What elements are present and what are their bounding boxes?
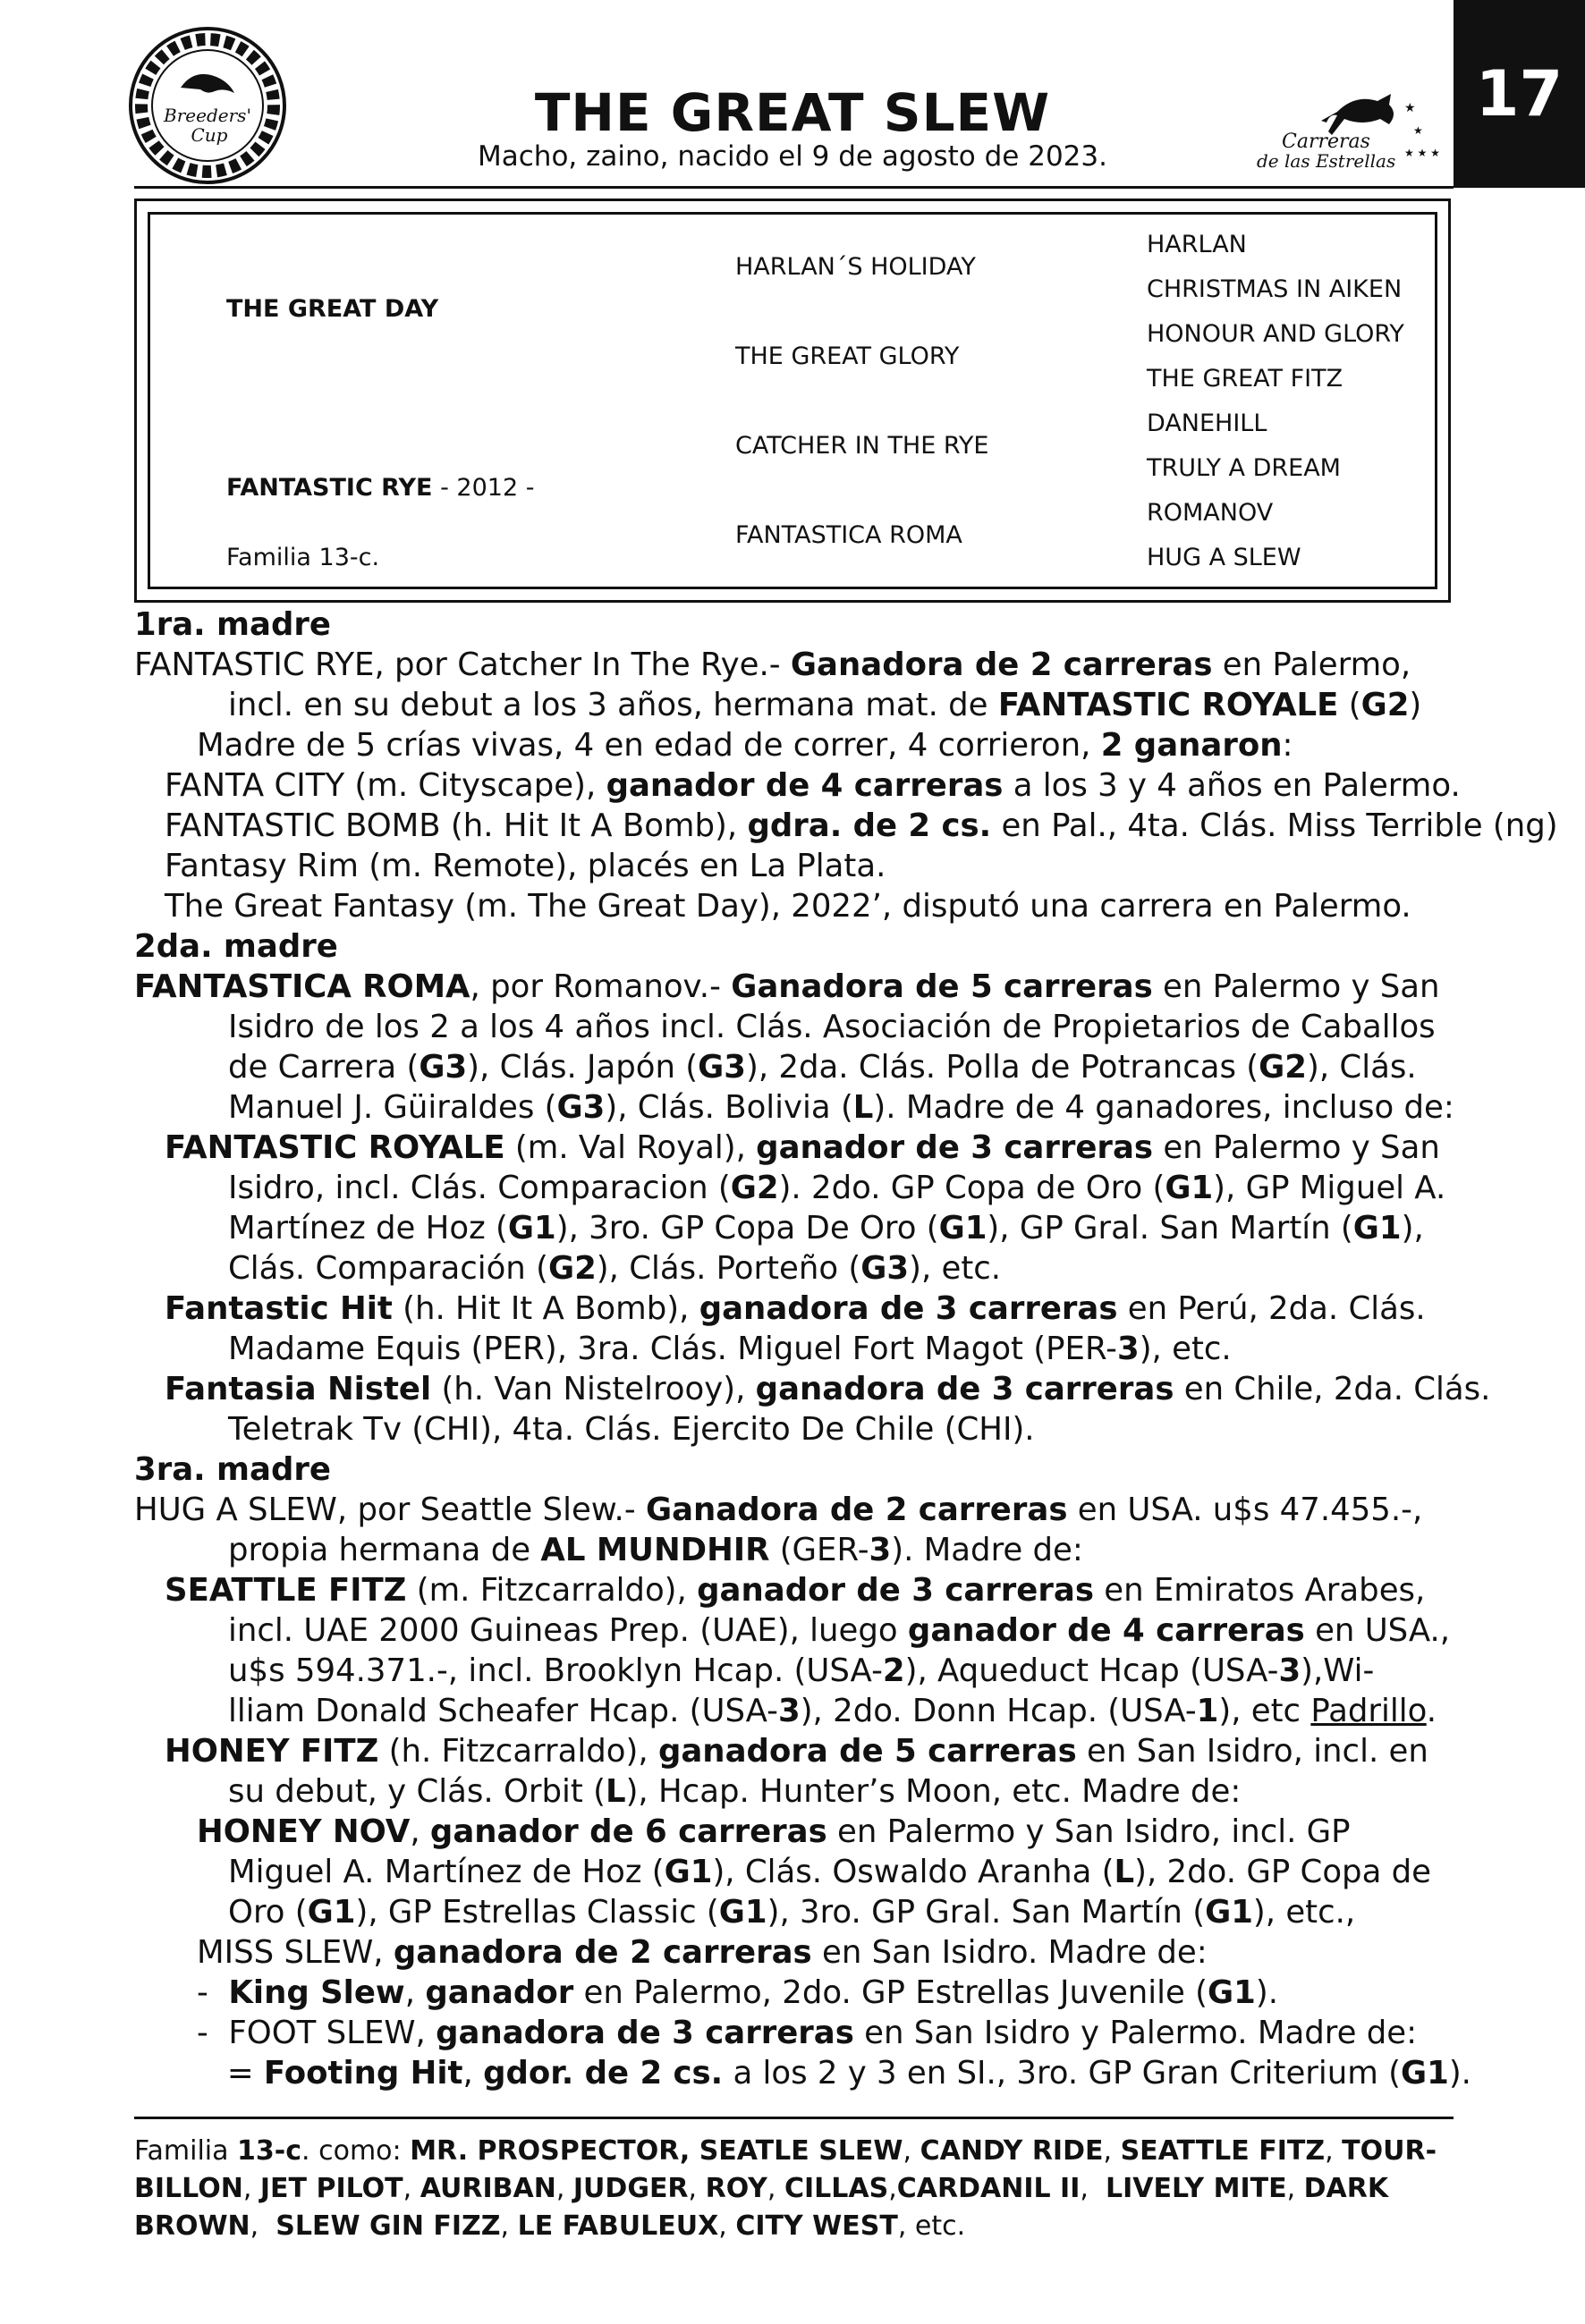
svg-text:Cup: Cup (191, 124, 228, 146)
text-line: FANTASTIC ROYALE (m. Val Royal), ganador de 3 carreras en Palermo y San (165, 1129, 1440, 1166)
page-number: 17 (1454, 0, 1585, 188)
pedigree-great-grandparent: HUG A SLEW (1147, 544, 1301, 571)
pedigree-grandparent: FANTASTICA ROMA (735, 521, 962, 549)
pedigree-great-grandparent: THE GREAT FITZ (1147, 365, 1343, 393)
carreras-estrellas-logo (1239, 85, 1440, 174)
footer-line: BILLON, JET PILOT, AURIBAN, JUDGER, ROY, CILLAS,CARDANIL II, LIVELY MITE, DARK (134, 2173, 1389, 2204)
text-line: Martínez de Hoz (G1), 3ro. GP Copa De Oro (G1), GP Gral. San Martín (G1), (228, 1210, 1424, 1247)
horse-description: Macho, zaino, nacido el 9 de agosto de 2023. (478, 140, 1107, 173)
text-line: FANTASTIC RYE, por Catcher In The Rye.- Ganadora de 2 carreras en Palermo, (134, 646, 1411, 683)
text-line: HONEY NOV, ganador de 6 carreras en Palermo y San Isidro, incl. GP (197, 1813, 1351, 1850)
footer-rule (134, 2117, 1454, 2119)
svg-text:Carreras: Carreras (1282, 131, 1370, 153)
text-line: FANTASTIC BOMB (h. Hit It A Bomb), gdra. de 2 cs. en Pal., 4ta. Clás. Miss Terrible (ng) (165, 807, 1558, 844)
svg-text:de las Estrellas: de las Estrellas (1257, 150, 1396, 172)
pedigree-great-grandparent: TRULY A DREAM (1147, 454, 1341, 482)
pedigree-notes (134, 604, 1558, 2093)
text-line: Madre de 5 crías vivas, 4 en edad de correr, 4 corrieron, 2 ganaron: (197, 727, 1293, 764)
text-line: Madame Equis (PER), 3ra. Clás. Miguel Fort Magot (PER-3), etc. (228, 1331, 1232, 1367)
text-line: propia hermana de AL MUNDHIR (GER-3). Madre de: (228, 1532, 1083, 1568)
pedigree-great-grandparent: HARLAN (1147, 231, 1247, 258)
svg-text:★ ★ ★: ★ ★ ★ (1404, 147, 1440, 159)
text-line: HONEY FITZ (h. Fitzcarraldo), ganadora de 5 carreras en San Isidro, incl. en (165, 1733, 1428, 1770)
text-line: Miguel A. Martínez de Hoz (G1), Clás. Oswaldo Aranha (L), 2do. GP Copa de (228, 1854, 1431, 1890)
text-line: Manuel J. Güiraldes (G3), Clás. Bolivia (L). Madre de 4 ganadores, incluso de: (228, 1089, 1454, 1126)
text-line: = Footing Hit, gdor. de 2 cs. a los 2 y 3 en SI., 3ro. GP Gran Criterium (G1). (197, 2055, 1471, 2092)
text-line: incl. UAE 2000 Guineas Prep. (UAE), luego ganador de 4 carreras en USA., (228, 1612, 1451, 1649)
footer-line: BROWN, SLEW GIN FIZZ, LE FABULEUX, CITY WEST, etc. (134, 2210, 966, 2242)
header-rule (134, 186, 1454, 189)
svg-text:★: ★ (1404, 101, 1416, 115)
text-line: MISS SLEW, ganadora de 2 carreras en San Isidro. Madre de: (197, 1934, 1208, 1971)
pedigree-grandparent: THE GREAT GLORY (735, 342, 960, 370)
text-line: FANTA CITY (m. Cityscape), ganador de 4 carreras a los 3 y 4 años en Palermo. (165, 767, 1461, 804)
text-line: The Great Fantasy (m. The Great Day), 2022’, disputó una carrera en Palermo. (165, 888, 1411, 925)
text-line: Oro (G1), GP Estrellas Classic (G1), 3ro. GP Gral. San Martín (G1), etc., (228, 1894, 1356, 1931)
pedigree-great-grandparent: CHRISTMAS IN AIKEN (1147, 275, 1403, 303)
svg-text:★: ★ (1413, 124, 1423, 137)
pedigree-sire: THE GREAT DAY (226, 295, 439, 323)
text-line: Isidro, incl. Clás. Comparacion (G2). 2do. GP Copa de Oro (G1), GP Miguel A. (228, 1170, 1446, 1206)
horse-name-title: THE GREAT SLEW (534, 82, 1051, 143)
pedigree-grandparent: HARLAN´S HOLIDAY (735, 253, 976, 281)
pedigree-family: Familia 13-c. (226, 544, 380, 571)
pedigree-dam: FANTASTIC RYE - 2012 - (226, 474, 535, 502)
pedigree-grandparent: CATCHER IN THE RYE (735, 432, 989, 460)
text-line: Fantasy Rim (m. Remote), placés en La Plata. (165, 848, 886, 884)
footer-line: Familia 13-c. como: MR. PROSPECTOR, SEATLE SLEW, CANDY RIDE, SEATTLE FITZ, TOUR- (134, 2135, 1437, 2167)
text-line: su debut, y Clás. Orbit (L), Hcap. Hunter’s Moon, etc. Madre de: (228, 1773, 1242, 1810)
family-footer (134, 2133, 1454, 2245)
pedigree-great-grandparent: ROMANOV (1147, 499, 1274, 527)
text-line: - King Slew, ganador en Palermo, 2do. GP Estrellas Juvenile (G1). (197, 1974, 1278, 2011)
text-line: u$s 594.371.-, incl. Brooklyn Hcap. (USA-2), Aqueduct Hcap (USA-3),Wi- (228, 1652, 1375, 1689)
breeders-cup-name: Breeders' (164, 105, 251, 126)
text-line: FANTASTICA ROMA, por Romanov.- Ganadora de 5 carreras en Palermo y San (134, 968, 1440, 1005)
text-line: incl. en su debut a los 3 años, hermana mat. de FANTASTIC ROYALE (G2) (228, 687, 1422, 723)
pedigree-great-grandparent: DANEHILL (1147, 410, 1267, 437)
text-line: lliam Donald Scheafer Hcap. (USA-3), 2do. Donn Hcap. (USA-1), etc Padrillo. (228, 1693, 1437, 1729)
section-heading-third-dam: 3ra. madre (134, 1451, 331, 1488)
text-line: Fantastic Hit (h. Hit It A Bomb), ganadora de 3 carreras en Perú, 2da. Clás. (165, 1290, 1426, 1327)
text-line: Clás. Comparación (G2), Clás. Porteño (G3), etc. (228, 1250, 1002, 1287)
text-line: Teletrak Tv (CHI), 4ta. Clás. Ejercito De Chile (CHI). (228, 1411, 1035, 1448)
text-line: - FOOT SLEW, ganadora de 3 carreras en San Isidro y Palermo. Madre de: (197, 2015, 1418, 2051)
text-line: HUG A SLEW, por Seattle Slew.- Ganadora de 2 carreras en USA. u$s 47.455.-, (134, 1492, 1423, 1528)
pedigree-great-grandparent: HONOUR AND GLORY (1147, 320, 1404, 348)
text-line: SEATTLE FITZ (m. Fitzcarraldo), ganador de 3 carreras en Emiratos Arabes, (165, 1572, 1426, 1609)
text-line: Fantasia Nistel (h. Van Nistelrooy), ganadora de 3 carreras en Chile, 2da. Clás. (165, 1371, 1491, 1407)
text-line: de Carrera (G3), Clás. Japón (G3), 2da. Clás. Polla de Potrancas (G2), Clás. (228, 1049, 1417, 1086)
text-line: Isidro de los 2 a los 4 años incl. Clás. Asociación de Propietarios de Caballos (228, 1009, 1436, 1045)
section-heading-second-dam: 2da. madre (134, 928, 338, 965)
section-heading-first-dam: 1ra. madre (134, 606, 331, 643)
